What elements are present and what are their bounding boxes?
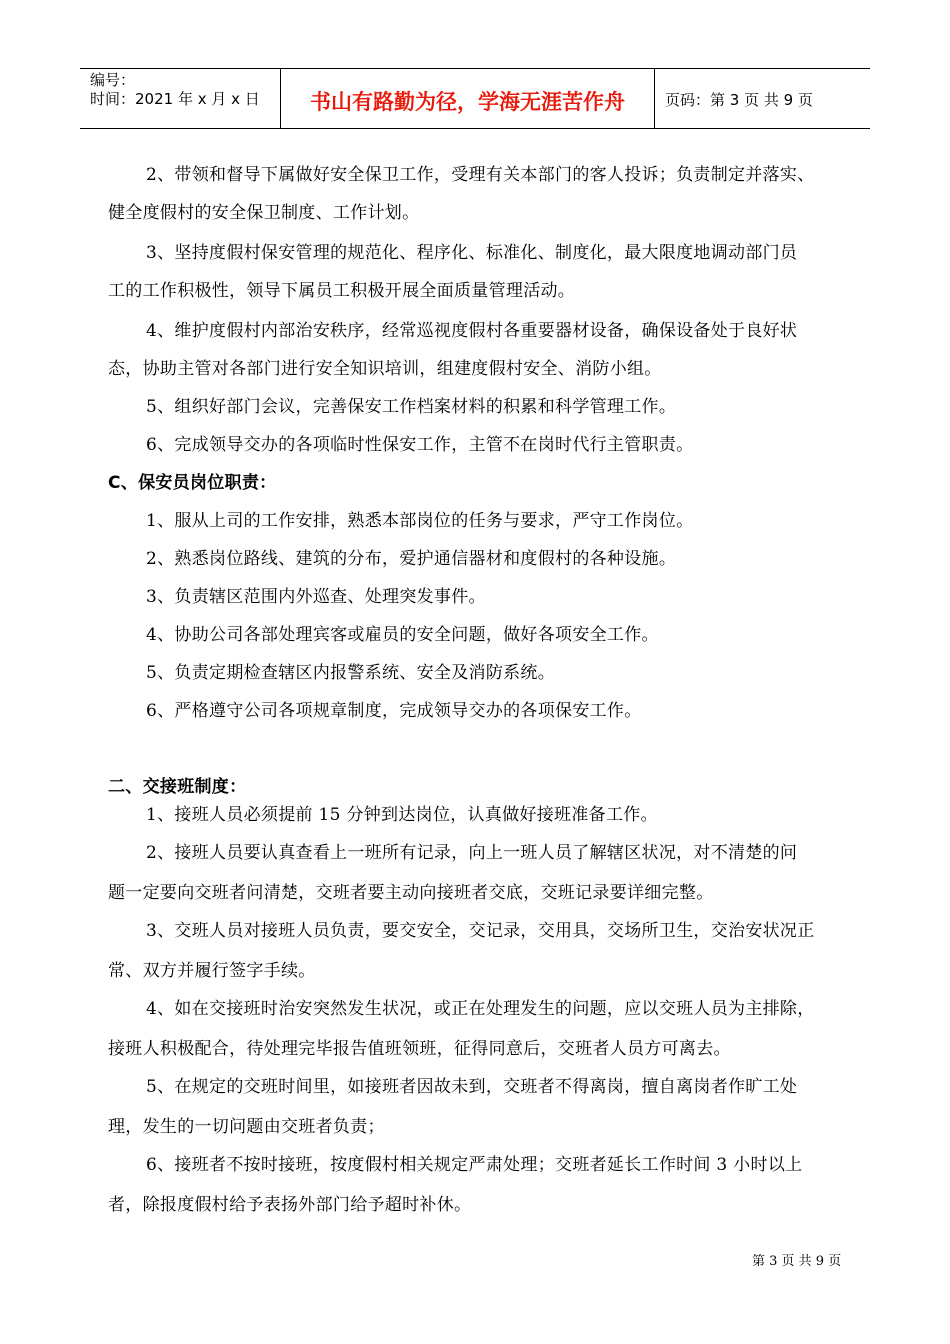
paragraph-line: 1、服从上司的工作安排，熟悉本部岗位的任务与要求，严守工作岗位。 [146, 511, 694, 531]
page-header [80, 68, 870, 129]
paragraph-line: 2、接班人员要认真查看上一班所有记录，向上一班人员了解辖区状况，对不清楚的问 [146, 843, 798, 863]
page-footer: 第 3 页 共 9 页 [752, 1254, 842, 1269]
paragraph-line: 3、负责辖区范围内外巡查、处理突发事件。 [146, 587, 486, 607]
paragraph-line: 2、熟悉岗位路线、建筑的分布，爱护通信器材和度假村的各种设施。 [146, 549, 677, 569]
paragraph-line: 2、带领和督导下属做好安全保卫工作，受理有关本部门的客人投诉；负责制定并落实、 [146, 165, 815, 185]
paragraph-line: 5、负责定期检查辖区内报警系统、安全及消防系统。 [146, 663, 556, 683]
document-number-label: 编号： [90, 71, 136, 89]
paragraph-line: 健全度假村的安全保卫制度、工作计划。 [108, 203, 420, 223]
paragraph-line: 4、维护度假村内部治安秩序，经常巡视度假村各重要器材设备，确保设备处于良好状 [146, 321, 798, 341]
paragraph-line: 题一定要向交班者问清楚，交班者要主动向接班者交底，交班记录要详细完整。 [108, 883, 714, 903]
paragraph-line: 3、坚持度假村保安管理的规范化、程序化、标准化、制度化，最大限度地调动部门员 [146, 243, 798, 263]
paragraph-line: 6、严格遵守公司各项规章制度，完成领导交办的各项保安工作。 [146, 701, 642, 721]
paragraph-line: 态，协助主管对各部门进行安全知识培训，组建度假村安全、消防小组。 [108, 359, 662, 379]
paragraph-line: 5、在规定的交班时间里，如接班者因故未到，交班者不得离岗，擅自离岗者作旷工处 [146, 1077, 798, 1097]
paragraph-line: 3、交班人员对接班人员负责，要交安全，交记录，交用具，交场所卫生，交治安状况正 [146, 921, 815, 941]
paragraph-line: 6、完成领导交办的各项临时性保安工作，主管不在岗时代行主管职责。 [146, 435, 694, 455]
paragraph-line: 5、组织好部门会议，完善保安工作档案材料的积累和科学管理工作。 [146, 397, 677, 417]
document-date: 时间：2021 年 x 月 x 日 [90, 90, 260, 108]
paragraph-line: 理，发生的一切问题由交班者负责； [108, 1117, 385, 1137]
paragraph-line: 1、接班人员必须提前 15 分钟到达岗位，认真做好接班准备工作。 [146, 805, 658, 825]
paragraph-line: 6、接班者不按时接班，按度假村相关规定严肃处理；交班者延长工作时间 3 小时以上 [146, 1155, 803, 1175]
section-heading: C、保安员岗位职责： [108, 473, 277, 493]
paragraph-line: 4、如在交接班时治安突然发生状况，或正在处理发生的问题，应以交班人员为主排除， [146, 999, 815, 1019]
header-page-number: 页码：第 3 页 共 9 页 [665, 91, 813, 109]
paragraph-line: 者，除报度假村给予表扬外部门给予超时补休。 [108, 1195, 472, 1215]
section-heading: 二、交接班制度： [108, 777, 247, 797]
header-meta [80, 69, 281, 128]
header-motto: 书山有路勤为径，学海无涯苦作舟 [281, 69, 655, 128]
paragraph-line: 4、协助公司各部处理宾客或雇员的安全问题，做好各项安全工作。 [146, 625, 659, 645]
paragraph-line: 工的工作积极性，领导下属员工积极开展全面质量管理活动。 [108, 281, 576, 301]
paragraph-line: 常、双方并履行签字手续。 [108, 961, 316, 981]
paragraph-line: 接班人积极配合，待处理完毕报告值班领班，征得同意后，交班者人员方可离去。 [108, 1039, 731, 1059]
